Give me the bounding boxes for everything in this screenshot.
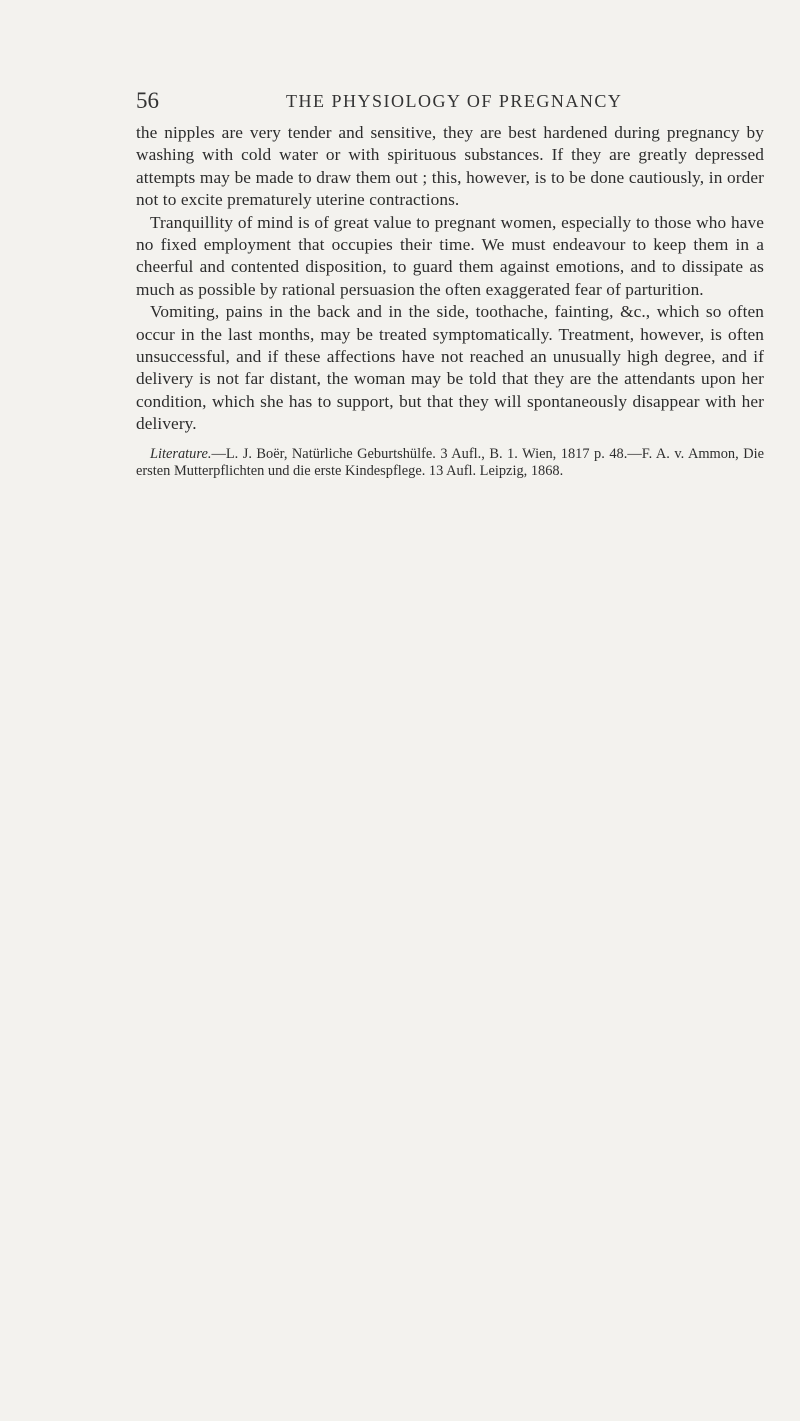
- paragraph-tranquillity: Tranquillity of mind is of great value to pregnant women, especially to those who have no fixed employment that occupies their time. We must endeavour to keep them in a cheerful and contented disposition, to guard them against emotions, and to dissipate as much as possible by rational persuasion the often exaggerated fear of parturition.: [136, 212, 764, 299]
- paragraph-vomiting: Vomiting, pains in the back and in the side, toothache, fainting, &c., which so often occur in the last months, may be treated symptomatically. Treatment, however, is often unsuccessful, and if these affections have not reached an unusually high degree, and if delivery is not far distant, the woman may be told that they are the attendants upon her condition, which she has to support, but that they will spontaneously disappear with her delivery.: [136, 302, 764, 434]
- literature-references: —L. J. Boër, Natürliche Geburtshülfe. 3 Aufl., B. 1. Wien, 1817 p. 48.—F. A. v. Ammon, Die ersten Mutterpflichten und die erste Kindespflege. 13 Aufl. Leipzig, 1868.: [136, 445, 764, 480]
- paragraph-nipples: the nipples are very tender and sensitive, they are best hardened during pregnancy by washing with cold water or with spirituous substances. If they are greatly depressed attempts may be made to draw them out ; this, however, is to be done cautiously, in order not to excite prematurely uterine contractions.: [136, 123, 764, 210]
- running-title: THE PHYSIOLOGY OF PREGNANCY: [286, 91, 623, 111]
- running-head: [136, 88, 764, 118]
- literature-note: [136, 446, 764, 481]
- book-page: [136, 88, 764, 481]
- page-number: 56: [136, 88, 159, 113]
- body-text: [136, 122, 764, 436]
- literature-label: Literature.: [150, 445, 212, 462]
